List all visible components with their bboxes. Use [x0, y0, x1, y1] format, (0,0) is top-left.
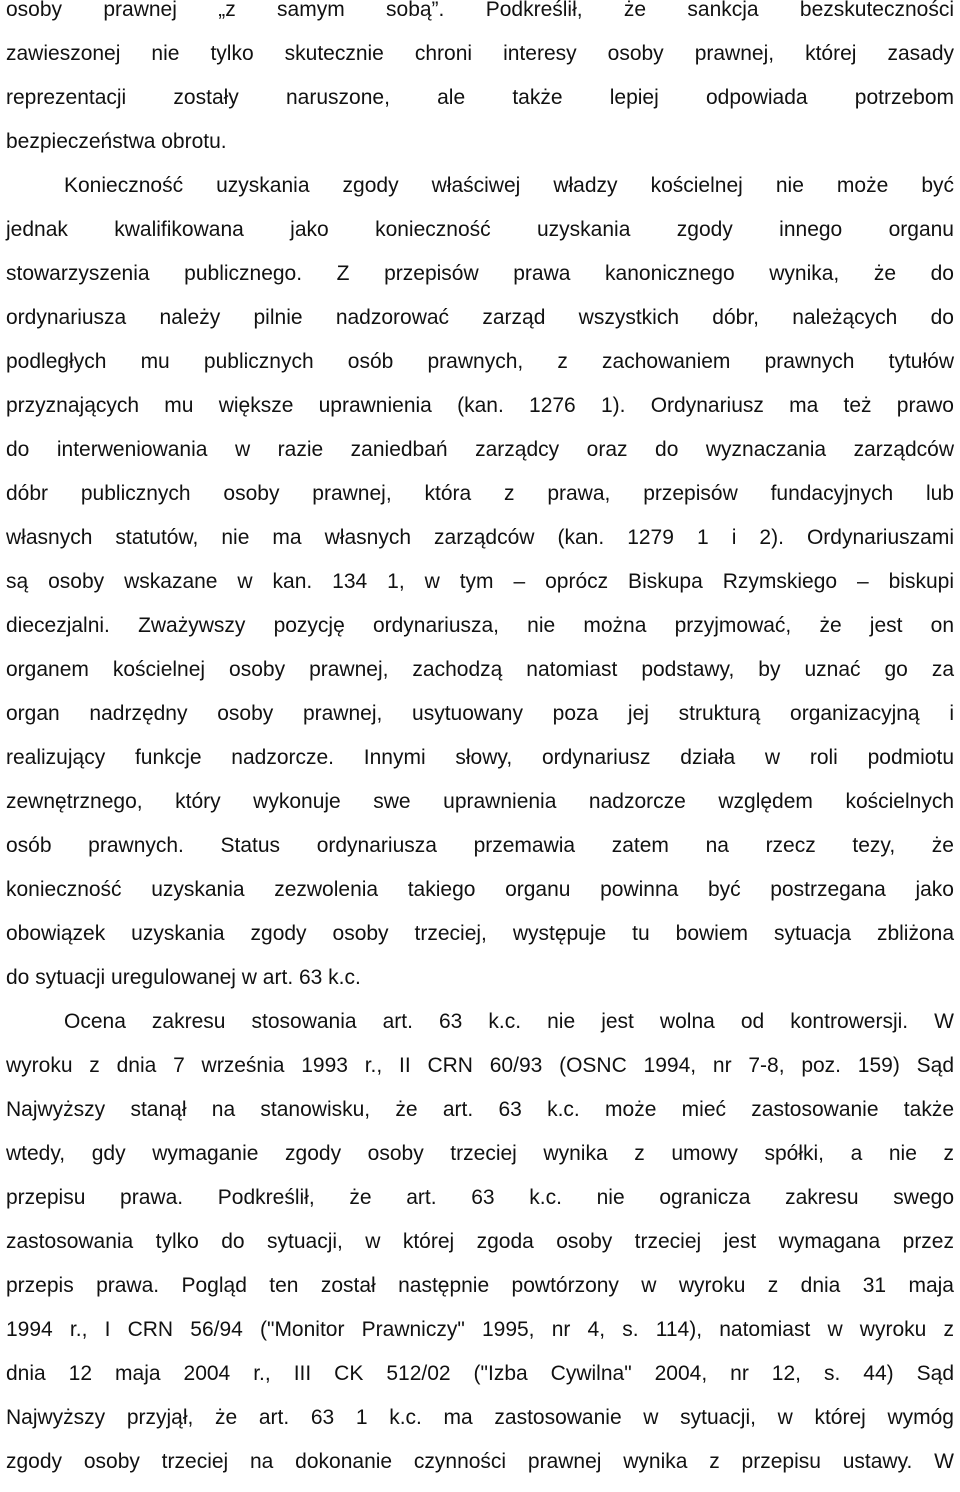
text-line: dnia 12 maja 2004 r., III CK 512/02 ("Izba Cywilna" 2004, nr 12, s. 44) Sąd: [6, 1362, 954, 1385]
text-line: Najwyższy przyjął, że art. 63 1 k.c. ma zastosowanie w sytuacji, w której wymóg: [6, 1406, 954, 1429]
text-line: do sytuacji uregulowanej w art. 63 k.c.: [6, 966, 361, 989]
text-line: zastosowania tylko do sytuacji, w której zgoda osoby trzeciej jest wymagana przez: [6, 1230, 954, 1253]
text-line: stowarzyszenia publicznego. Z przepisów prawa kanonicznego wynika, że do: [6, 262, 954, 285]
text-line: ordynariusza należy pilnie nadzorować zarząd wszystkich dóbr, należących do: [6, 306, 954, 329]
text-line: zawieszonej nie tylko skutecznie chroni interesy osoby prawnej, której zasady: [6, 42, 954, 65]
text-line: są osoby wskazane w kan. 134 1, w tym – oprócz Biskupa Rzymskiego – biskupi: [6, 570, 954, 593]
text-line: wyroku z dnia 7 września 1993 r., II CRN 60/93 (OSNC 1994, nr 7-8, poz. 159) Sąd: [6, 1054, 954, 1077]
text-line: zewnętrznego, który wykonuje swe uprawnienia nadzorcze względem kościelnych: [6, 790, 954, 813]
text-line: przepisu prawa. Podkreślił, że art. 63 k.c. nie ogranicza zakresu swego: [6, 1186, 954, 1209]
text-line: diecezjalni. Zważywszy pozycję ordynariusza, nie można przyjmować, że jest on: [6, 614, 954, 637]
paragraph-first-line: Konieczność uzyskania zgody właściwej władzy kościelnej nie może być: [64, 174, 954, 197]
text-line: realizujący funkcje nadzorcze. Innymi słowy, ordynariusz działa w roli podmiotu: [6, 746, 954, 769]
text-line: osób prawnych. Status ordynariusza przemawia zatem na rzecz tezy, że: [6, 834, 954, 857]
document-page: [6, 0, 954, 1484]
text-line: organ nadrzędny osoby prawnej, usytuowany poza jej strukturą organizacyjną i: [6, 702, 954, 725]
paragraph-first-line: Ocena zakresu stosowania art. 63 k.c. nie jest wolna od kontrowersji. W: [64, 1010, 954, 1033]
text-line: reprezentacji zostały naruszone, ale także lepiej odpowiada potrzebom: [6, 86, 954, 109]
text-line: własnych statutów, nie ma własnych zarządców (kan. 1279 1 i 2). Ordynariuszami: [6, 526, 954, 549]
text-line: podległych mu publicznych osób prawnych, z zachowaniem prawnych tytułów: [6, 350, 954, 373]
text-line: Najwyższy stanął na stanowisku, że art. 63 k.c. może mieć zastosowanie także: [6, 1098, 954, 1121]
text-line: wtedy, gdy wymaganie zgody osoby trzeciej wynika z umowy spółki, a nie z: [6, 1142, 954, 1165]
text-line: jednak kwalifikowana jako konieczność uzyskania zgody innego organu: [6, 218, 954, 241]
text-line: organem kościelnej osoby prawnej, zachodzą natomiast podstawy, by uznać go za: [6, 658, 954, 681]
text-line: przepis prawa. Pogląd ten został następnie powtórzony w wyroku z dnia 31 maja: [6, 1274, 954, 1297]
text-line: osoby prawnej „z samym sobą”. Podkreślił, że sankcja bezskuteczności: [6, 0, 954, 21]
text-line: bezpieczeństwa obrotu.: [6, 130, 227, 153]
text-line: dóbr publicznych osoby prawnej, która z prawa, przepisów fundacyjnych lub: [6, 482, 954, 505]
text-line: przyznających mu większe uprawnienia (kan. 1276 1). Ordynariusz ma też prawo: [6, 394, 954, 417]
text-line: konieczność uzyskania zezwolenia takiego organu powinna być postrzegana jako: [6, 878, 954, 901]
text-line: obowiązek uzyskania zgody osoby trzeciej, występuje tu bowiem sytuacja zbliżona: [6, 922, 954, 945]
text-line: do interweniowania w razie zaniedbań zarządcy oraz do wyznaczania zarządców: [6, 438, 954, 461]
text-line: zgody osoby trzeciej na dokonanie czynności prawnej wynika z przepisu ustawy. W: [6, 1450, 954, 1473]
text-line: 1994 r., I CRN 56/94 ("Monitor Prawniczy" 1995, nr 4, s. 114), natomiast w wyroku z: [6, 1318, 954, 1341]
